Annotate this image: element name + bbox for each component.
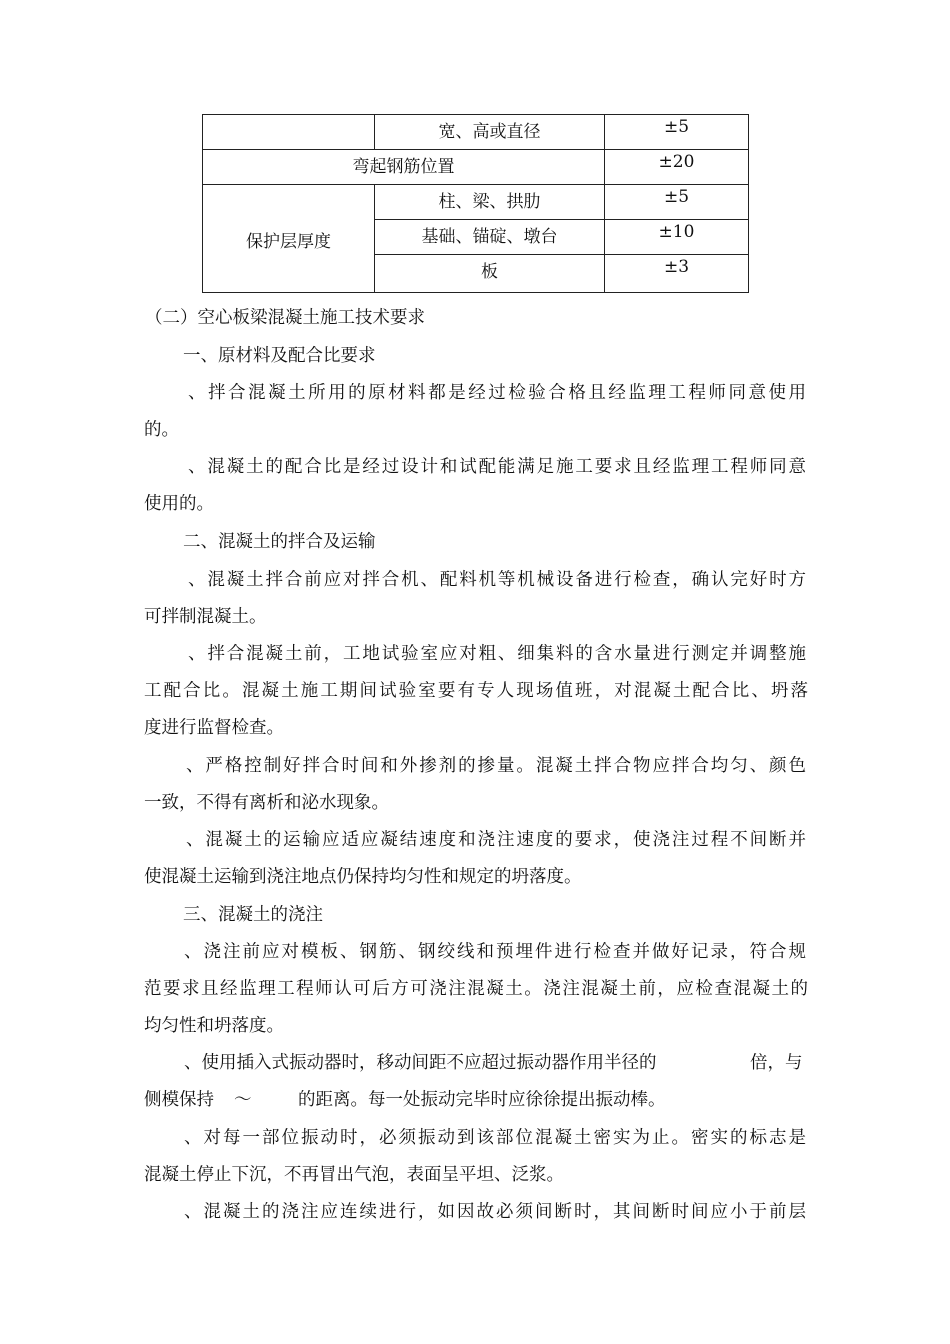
- paragraph-text: 侧模保持: [144, 1090, 214, 1110]
- paragraph-line: 可拌制混凝土。: [144, 607, 267, 627]
- section-title: （二）空心板梁混凝土施工技术要求: [145, 308, 425, 328]
- paragraph-line: 、拌合混凝土所用的原材料都是经过检验合格且经监理工程师同意使用: [188, 383, 806, 403]
- heading-1: 一、原材料及配合比要求: [183, 346, 376, 366]
- table-row: [203, 150, 749, 185]
- table-cell-value: ±5: [605, 185, 749, 220]
- paragraph-line: 范要求且经监理工程师认可后方可浇注混凝土。浇注混凝土前，应检查混凝土的: [144, 979, 808, 999]
- table-cell-item: 弯起钢筋位置: [203, 150, 605, 185]
- paragraph-line: 度进行监督检查。: [144, 718, 284, 738]
- paragraph-text: 的距离。每一处振动完毕时应徐徐提出振动棒。: [298, 1090, 666, 1110]
- paragraph-text: 倍，与: [750, 1053, 803, 1073]
- table-cell-value: ±10: [605, 220, 749, 255]
- table-row: [203, 115, 749, 150]
- table-cell-value: ±5: [605, 115, 749, 150]
- table-cell-group: 保护层厚度: [203, 185, 375, 293]
- paragraph-line: 的。: [144, 420, 179, 440]
- paragraph-line: [144, 1089, 808, 1111]
- table-row: [203, 185, 749, 220]
- paragraph-text: ～: [234, 1090, 252, 1110]
- paragraph-line: 工配合比。混凝土施工期间试验室要有专人现场值班，对混凝土配合比、坍落: [144, 681, 808, 701]
- paragraph-line: 使用的。: [144, 494, 214, 514]
- table-cell-value: ±20: [605, 150, 749, 185]
- paragraph-line: 、对每一部位振动时，必须振动到该部位混凝土密实为止。密实的标志是: [184, 1128, 806, 1148]
- paragraph-line: 、混凝土拌合前应对拌合机、配料机等机械设备进行检查，确认完好时方: [188, 570, 806, 590]
- heading-2: 二、混凝土的拌合及运输: [183, 532, 376, 552]
- paragraph-line: 混凝土停止下沉，不再冒出气泡，表面呈平坦、泛浆。: [144, 1165, 564, 1185]
- paragraph-line: [184, 1052, 848, 1074]
- paragraph-line: 一致，不得有离析和泌水现象。: [144, 793, 389, 813]
- paragraph-line: 使混凝土运输到浇注地点仍保持均匀性和规定的坍落度。: [144, 867, 582, 887]
- tolerance-table: [202, 114, 749, 293]
- table-cell-empty: [203, 115, 375, 150]
- heading-3: 三、混凝土的浇注: [183, 905, 323, 925]
- table-cell-value: ±3: [605, 255, 749, 293]
- table-cell-item: 基础、锚碇、墩台: [375, 220, 605, 255]
- paragraph-line: 、严格控制好拌合时间和外掺剂的掺量。混凝土拌合物应拌合均匀、颜色: [186, 756, 806, 776]
- table-cell-item: 板: [375, 255, 605, 293]
- paragraph-text: 、使用插入式振动器时，移动间距不应超过振动器作用半径的: [184, 1053, 657, 1073]
- paragraph-line: 、拌合混凝土前，工地试验室应对粗、细集料的含水量进行测定并调整施: [188, 644, 806, 664]
- table-cell-item: 宽、高或直径: [375, 115, 605, 150]
- paragraph-line: 、混凝土的运输应适应凝结速度和浇注速度的要求，使浇注过程不间断并: [186, 830, 806, 850]
- paragraph-line: 、混凝土的配合比是经过设计和试配能满足施工要求且经监理工程师同意: [188, 457, 806, 477]
- paragraph-line: 、混凝土的浇注应连续进行，如因故必须间断时，其间断时间应小于前层: [184, 1202, 806, 1222]
- paragraph-line: 、浇注前应对模板、钢筋、钢绞线和预埋件进行检查并做好记录，符合规: [184, 942, 806, 962]
- paragraph-line: 均匀性和坍落度。: [144, 1016, 284, 1036]
- table-cell-item: 柱、梁、拱肋: [375, 185, 605, 220]
